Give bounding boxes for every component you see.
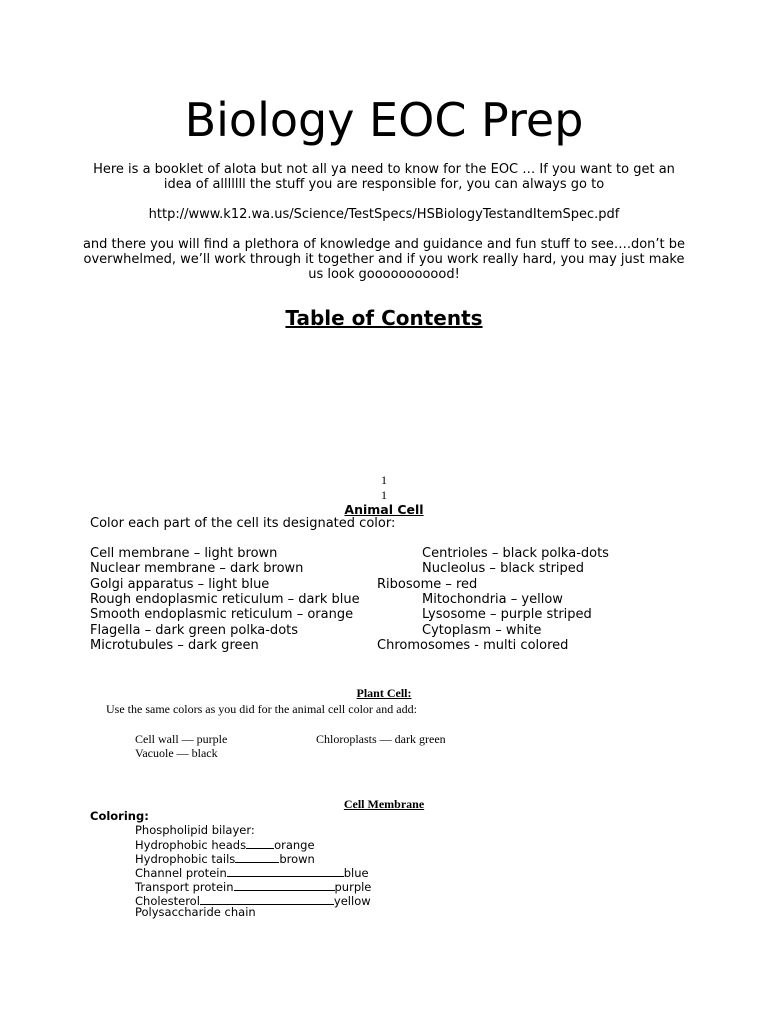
closing-line-3: us look gooooooooood! [308,267,460,282]
membrane-item-label: Polysaccharide chain [135,905,256,920]
animal-left-item: Flagella – dark green polka-dots [90,622,299,638]
animal-left-item: Golgi apparatus – light blue [90,576,270,592]
intro-line-1: Here is a booklet of alota but not all ya need to know for the EOC … If you want to get an [93,162,675,177]
membrane-item-color: orange [274,838,315,853]
membrane-item-label: Cholesterol [135,893,200,908]
closing-line-2: overwhelmed, we’ll work through it together and if you work really hard, you may just make [83,252,685,267]
animal-right-item: Ribosome – red [377,576,478,592]
fill-blank [246,837,274,849]
membrane-item-label: Hydrophobic tails [135,852,236,867]
fill-blank [234,879,335,891]
toc-heading: Table of Contents [285,306,483,330]
animal-left-item: Rough endoplasmic reticulum – dark blue [90,591,360,607]
coloring-label: Coloring: [90,809,149,823]
animal-left-item: Nuclear membrane – dark brown [90,561,304,577]
page-title: Biology EOC Prep [184,93,584,147]
cell-membrane-heading: Cell Membrane [343,797,425,811]
page-number-2: 1 [381,488,387,502]
membrane-item [135,824,255,838]
spec-url: http://www.k12.wa.us/Science/TestSpecs/HSBiologyTestandItemSpec.pdf [148,207,620,222]
intro-line-2: idea of alllllll the stuff you are responsible for, you can always go to [163,177,605,192]
membrane-item-color: brown [279,852,315,867]
page-number-1: 1 [381,473,387,487]
animal-right-item: Cytoplasm – white [422,622,542,638]
animal-right-item: Mitochondria – yellow [422,591,563,607]
cell-wall-item: Cell wall — purple [135,732,228,746]
plant-cell-heading: Plant Cell: [356,686,412,700]
membrane-item-color: purple [334,879,372,894]
animal-left-item: Smooth endoplasmic reticulum – orange [90,607,354,623]
fill-blank [227,865,344,877]
membrane-item-label: Phospholipid bilayer: [135,822,255,837]
animal-right-item: Nucleolus – black striped [422,561,585,577]
animal-right-item: Centrioles – black polka-dots [422,546,609,561]
animal-left-item: Cell membrane – light brown [90,546,278,561]
animal-right-item: Lysosome – purple striped [422,607,592,623]
animal-left-item: Microtubules – dark green [90,637,259,653]
plant-cell-instruction: Use the same colors as you did for the animal cell color and add: [106,702,417,716]
membrane-item-color: yellow [333,893,371,908]
chloroplasts-item: Chloroplasts — dark green [316,732,446,746]
membrane-item-color: blue [343,865,369,880]
membrane-item-label: Transport protein [135,879,234,894]
vacuole-item: Vacuole — black [135,746,218,760]
fill-blank [235,851,279,863]
animal-cell-heading: Animal Cell [344,502,424,517]
membrane-item [135,906,256,920]
animal-right-item: Chromosomes - multi colored [377,637,569,653]
closing-line-1: and there you will find a plethora of knowledge and guidance and fun stuff to see….don’t be [82,237,686,252]
membrane-item-label: Channel protein [135,865,227,880]
fill-blank [200,893,334,905]
animal-cell-instruction: Color each part of the cell its designated color: [90,516,396,531]
membrane-item-label: Hydrophobic heads [135,838,247,853]
